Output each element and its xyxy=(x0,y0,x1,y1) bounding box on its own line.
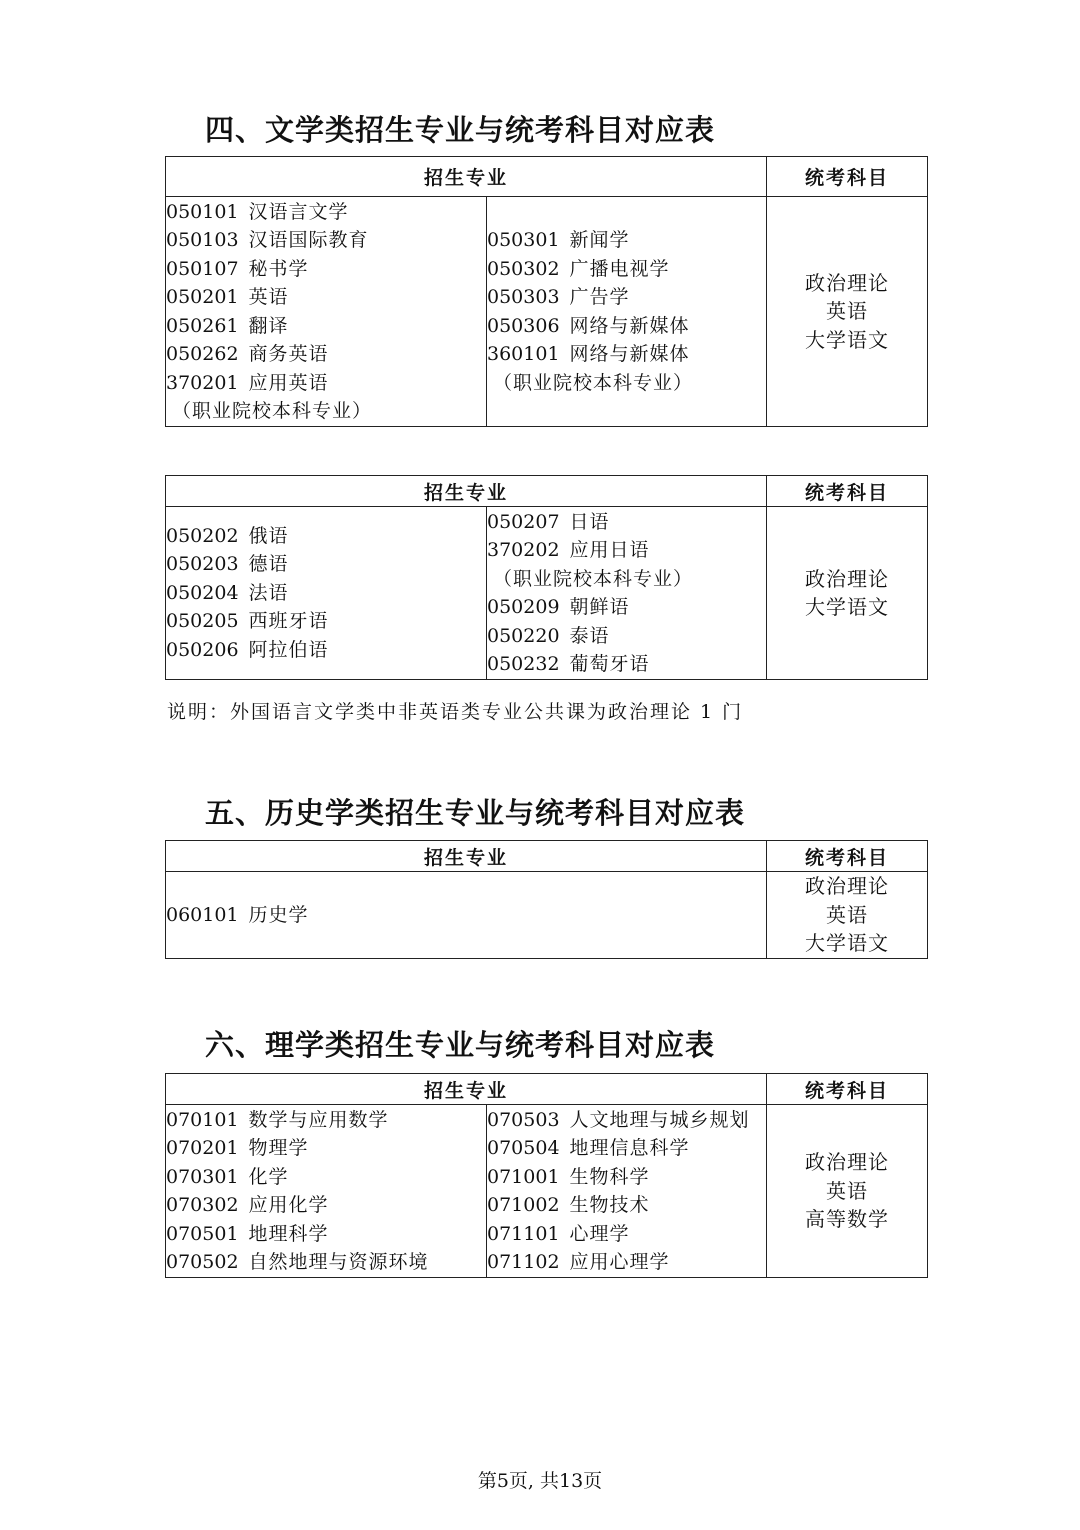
major-item: 050101 汉语言文学 xyxy=(166,200,349,223)
header-subject: 统考科目 xyxy=(767,1074,928,1105)
header-major: 招生专业 xyxy=(166,157,767,197)
major-item: 050302 广播电视学 xyxy=(487,257,670,280)
subject-item: 大学语文 xyxy=(805,327,890,352)
major-note: （职业院校本科专业） xyxy=(493,567,694,590)
major-item: 050202 俄语 xyxy=(166,524,289,547)
major-item: 050204 法语 xyxy=(166,581,289,604)
section-4-heading: 四、文学类招生专业与统考科目对应表 xyxy=(205,113,716,147)
major-item: 050261 翻译 xyxy=(166,314,289,337)
major-item: 070302 应用化学 xyxy=(166,1194,329,1216)
major-item: 050206 阿拉伯语 xyxy=(166,638,329,661)
major-item: 050262 商务英语 xyxy=(166,343,329,365)
header-subject: 统考科目 xyxy=(767,476,928,507)
major-item: 050232 葡萄牙语 xyxy=(487,653,650,675)
major-item: 070101 数学与应用数学 xyxy=(166,1108,389,1131)
subject-item: 政治理论 xyxy=(805,270,890,295)
major-item: 370202 应用日语 xyxy=(487,539,650,561)
major-item: 050103 汉语国际教育 xyxy=(166,229,369,251)
major-item: 071001 生物科学 xyxy=(487,1165,650,1188)
major-item: 370201 应用英语 xyxy=(166,371,329,394)
major-item: 050303 广告学 xyxy=(487,286,630,308)
exam-subjects xyxy=(767,507,928,680)
major-item: 050220 泰语 xyxy=(487,624,610,647)
section-6-heading: 六、理学类招生专业与统考科目对应表 xyxy=(205,1028,716,1062)
major-item: 071002 生物技术 xyxy=(487,1194,650,1216)
major-item: 050205 西班牙语 xyxy=(166,610,329,633)
section-5-heading: 五、历史学类招生专业与统考科目对应表 xyxy=(205,796,746,830)
major-list-left xyxy=(166,507,487,680)
subject-item: 大学语文 xyxy=(805,595,890,619)
major-item: 360101 网络与新媒体 xyxy=(487,343,690,365)
major-item: 050306 网络与新媒体 xyxy=(487,314,690,337)
major-item: 070503 人文地理与城乡规划 xyxy=(487,1108,750,1131)
literature-table-1 xyxy=(165,156,928,427)
major-item: 050203 德语 xyxy=(166,553,289,576)
major-item: 070301 化学 xyxy=(166,1165,289,1188)
subject-item: 英语 xyxy=(826,902,868,927)
page-footer: 第5页, 共13页 xyxy=(477,1470,603,1492)
major-list-right xyxy=(487,1105,767,1278)
major-item: 050107 秘书学 xyxy=(166,257,309,280)
subject-item: 英语 xyxy=(826,299,869,324)
major-item: 050201 英语 xyxy=(166,286,289,308)
subject-item: 政治理论 xyxy=(805,566,890,591)
header-major: 招生专业 xyxy=(166,1074,767,1105)
exam-subjects xyxy=(767,197,928,427)
major-note: （职业院校本科专业） xyxy=(493,371,694,394)
subject-item: 政治理论 xyxy=(805,874,889,898)
exam-subjects xyxy=(767,872,928,959)
major-item: 071102 应用心理学 xyxy=(487,1251,670,1273)
header-subject: 统考科目 xyxy=(767,157,928,197)
major-item: 050209 朝鲜语 xyxy=(487,596,630,618)
major-item: 070201 物理学 xyxy=(166,1137,309,1159)
major-list-left xyxy=(166,197,487,427)
science-table xyxy=(165,1073,928,1278)
major-item: 070504 地理信息科学 xyxy=(487,1137,690,1159)
header-major: 招生专业 xyxy=(166,476,767,507)
history-table xyxy=(165,840,928,959)
literature-table-2 xyxy=(165,475,928,680)
remark-note: 说明：外国语言文学类中非英语类专业公共课为政治理论 1 门 xyxy=(167,701,744,723)
exam-subjects xyxy=(767,1105,928,1278)
major-item: 070502 自然地理与资源环境 xyxy=(166,1251,429,1273)
subject-item: 高等数学 xyxy=(805,1207,890,1232)
major-item: 071101 心理学 xyxy=(487,1222,630,1245)
major-list-left xyxy=(166,1105,487,1278)
subject-item: 英语 xyxy=(826,1178,869,1203)
major-item: 060101 历史学 xyxy=(166,903,309,926)
subject-item: 政治理论 xyxy=(805,1150,890,1175)
subject-item: 大学语文 xyxy=(805,931,889,955)
header-subject: 统考科目 xyxy=(767,841,928,872)
major-list-right xyxy=(487,507,767,680)
major-list-right xyxy=(487,197,767,427)
header-major: 招生专业 xyxy=(166,841,767,872)
major-item: 050301 新闻学 xyxy=(487,229,630,251)
major-list xyxy=(166,872,767,959)
major-note: （职业院校本科专业） xyxy=(172,400,373,422)
major-item: 070501 地理科学 xyxy=(166,1222,329,1245)
major-item: 050207 日语 xyxy=(487,510,610,533)
